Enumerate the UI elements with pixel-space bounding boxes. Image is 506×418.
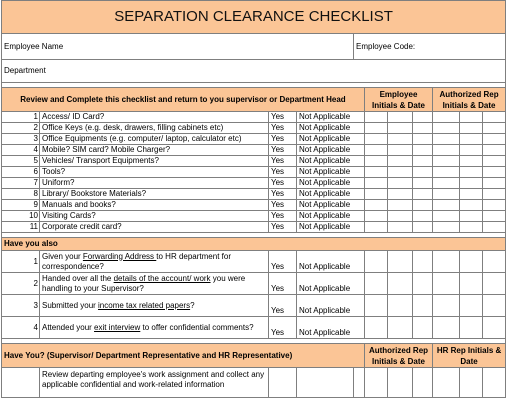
item-number: 9 bbox=[2, 200, 40, 211]
department-field[interactable]: Department bbox=[2, 60, 506, 83]
item-number: 7 bbox=[2, 178, 40, 189]
initials-cell[interactable] bbox=[413, 189, 433, 200]
item-text: Visiting Cards? bbox=[40, 211, 269, 222]
initials-cell[interactable] bbox=[413, 178, 433, 189]
item-text bbox=[40, 317, 269, 339]
yes-option[interactable]: Yes bbox=[269, 167, 297, 178]
not-applicable-option[interactable]: Not Applicable bbox=[297, 178, 365, 189]
initials-cell[interactable] bbox=[413, 112, 433, 123]
initials-cell[interactable] bbox=[413, 273, 433, 295]
initials-cell[interactable] bbox=[388, 112, 413, 123]
initials-cell[interactable] bbox=[413, 211, 433, 222]
initials-cell[interactable] bbox=[483, 156, 506, 167]
initials-cell[interactable] bbox=[460, 222, 483, 233]
item-text bbox=[40, 251, 269, 273]
yes-option[interactable]: Yes bbox=[269, 178, 297, 189]
initials-cell[interactable] bbox=[433, 251, 460, 273]
initials-cell[interactable] bbox=[483, 189, 506, 200]
not-applicable-option[interactable]: Not Applicable bbox=[297, 112, 365, 123]
initials-cell[interactable] bbox=[365, 295, 388, 317]
initials-cell[interactable] bbox=[365, 317, 388, 339]
initials-cell[interactable] bbox=[483, 134, 506, 145]
initials-cell[interactable] bbox=[483, 123, 506, 134]
initials-cell[interactable] bbox=[483, 251, 506, 273]
item-number: 3 bbox=[2, 134, 40, 145]
initials-cell[interactable] bbox=[413, 167, 433, 178]
initials-cell[interactable] bbox=[433, 167, 460, 178]
table-row bbox=[2, 178, 506, 189]
initials-cell[interactable] bbox=[433, 112, 460, 123]
initials-cell[interactable] bbox=[483, 273, 506, 295]
initials-cell[interactable] bbox=[460, 200, 483, 211]
table-row bbox=[2, 134, 506, 145]
initials-cell[interactable] bbox=[483, 211, 506, 222]
initials-cell[interactable] bbox=[365, 273, 388, 295]
section1-items bbox=[2, 112, 506, 233]
initials-cell[interactable] bbox=[483, 167, 506, 178]
initials-cell[interactable] bbox=[483, 368, 506, 398]
yes-option[interactable]: Yes bbox=[269, 317, 297, 339]
not-applicable-option[interactable]: Not Applicable bbox=[297, 222, 365, 233]
initials-cell[interactable] bbox=[460, 123, 483, 134]
not-applicable-option[interactable]: Not Applicable bbox=[297, 273, 365, 295]
item-text: Vehicles/ Transport Equipments? bbox=[40, 156, 269, 167]
item-text-underlined: details of the account/ work bbox=[113, 273, 211, 283]
item-text: Office Keys (e.g. desk, drawers, filling cabinets etc) bbox=[40, 123, 269, 134]
item-text: Corporate credit card? bbox=[40, 222, 269, 233]
table-row bbox=[2, 251, 506, 273]
initials-cell[interactable] bbox=[460, 251, 483, 273]
item-text-post: you were handling to your Supervisor? bbox=[42, 273, 246, 293]
initials-cell[interactable] bbox=[388, 178, 413, 189]
initials-cell[interactable] bbox=[460, 317, 483, 339]
not-applicable-option[interactable]: Not Applicable bbox=[297, 251, 365, 273]
initials-cell[interactable] bbox=[433, 273, 460, 295]
employee-initials-header: Employee Initials & Date bbox=[365, 88, 433, 112]
authorized-rep-header-2: Authorized Rep Initials & Date bbox=[365, 344, 433, 368]
initials-cell[interactable] bbox=[483, 178, 506, 189]
table-row bbox=[2, 200, 506, 211]
initials-cell[interactable] bbox=[388, 222, 413, 233]
initials-cell[interactable] bbox=[365, 200, 388, 211]
initials-cell[interactable] bbox=[388, 156, 413, 167]
clearance-checklist-table bbox=[1, 0, 506, 398]
initials-cell[interactable] bbox=[433, 134, 460, 145]
item-number: 2 bbox=[2, 273, 40, 295]
initials-cell[interactable] bbox=[365, 189, 388, 200]
initials-cell[interactable] bbox=[433, 368, 460, 398]
initials-cell[interactable] bbox=[388, 368, 413, 398]
initials-cell[interactable] bbox=[413, 123, 433, 134]
initials-cell[interactable] bbox=[413, 134, 433, 145]
initials-cell[interactable] bbox=[483, 145, 506, 156]
item-number: 6 bbox=[2, 167, 40, 178]
item-number: 2 bbox=[2, 123, 40, 134]
item-text-post: ? bbox=[190, 300, 195, 310]
yes-option[interactable]: Yes bbox=[269, 251, 297, 273]
yes-option[interactable]: Yes bbox=[269, 222, 297, 233]
initials-cell[interactable] bbox=[388, 295, 413, 317]
item-text: Access/ ID Card? bbox=[40, 112, 269, 123]
initials-cell[interactable] bbox=[460, 112, 483, 123]
initials-cell[interactable] bbox=[365, 251, 388, 273]
yes-option[interactable]: Yes bbox=[269, 123, 297, 134]
yes-option[interactable]: Yes bbox=[269, 211, 297, 222]
blank-cell bbox=[354, 368, 365, 398]
item-number: 4 bbox=[2, 145, 40, 156]
initials-cell[interactable] bbox=[460, 145, 483, 156]
item-number bbox=[2, 368, 40, 398]
initials-cell[interactable] bbox=[460, 178, 483, 189]
section2-heading: Have you also bbox=[2, 238, 506, 251]
initials-cell[interactable] bbox=[433, 295, 460, 317]
initials-cell[interactable] bbox=[460, 368, 483, 398]
item-text-post: to offer confidential comments? bbox=[140, 322, 254, 332]
initials-cell[interactable] bbox=[365, 134, 388, 145]
table-row bbox=[2, 112, 506, 123]
item-text-pre: Attended your bbox=[42, 322, 95, 332]
yes-cell[interactable] bbox=[269, 368, 297, 398]
initials-cell[interactable] bbox=[460, 156, 483, 167]
employee-code-field[interactable]: Employee Code: bbox=[354, 34, 506, 60]
item-number: 10 bbox=[2, 211, 40, 222]
not-applicable-option[interactable]: Not Applicable bbox=[297, 189, 365, 200]
item-text: Mobile? SIM card? Mobile Charger? bbox=[40, 145, 269, 156]
table-row bbox=[2, 145, 506, 156]
employee-name-field[interactable]: Employee Name bbox=[2, 34, 354, 60]
initials-cell[interactable] bbox=[365, 222, 388, 233]
initials-cell[interactable] bbox=[413, 222, 433, 233]
initials-cell[interactable] bbox=[413, 251, 433, 273]
item-number: 8 bbox=[2, 189, 40, 200]
table-row bbox=[2, 189, 506, 200]
table-row bbox=[2, 156, 506, 167]
table-row bbox=[2, 273, 506, 295]
yes-option[interactable]: Yes bbox=[269, 200, 297, 211]
initials-cell[interactable] bbox=[388, 134, 413, 145]
initials-cell[interactable] bbox=[413, 145, 433, 156]
not-applicable-option[interactable]: Not Applicable bbox=[297, 211, 365, 222]
section2-items bbox=[2, 251, 506, 339]
initials-cell[interactable] bbox=[413, 156, 433, 167]
item-text bbox=[40, 295, 269, 317]
not-applicable-option[interactable]: Not Applicable bbox=[297, 145, 365, 156]
item-number: 5 bbox=[2, 156, 40, 167]
initials-cell[interactable] bbox=[365, 123, 388, 134]
initials-cell[interactable] bbox=[388, 211, 413, 222]
item-number: 1 bbox=[2, 251, 40, 273]
not-applicable-option[interactable]: Not Applicable bbox=[297, 317, 365, 339]
item-text-pre: Submitted your bbox=[42, 300, 99, 310]
initials-cell[interactable] bbox=[433, 317, 460, 339]
authorized-rep-header: Authorized Rep Initials & Date bbox=[433, 88, 506, 112]
not-applicable-option[interactable]: Not Applicable bbox=[297, 295, 365, 317]
initials-cell[interactable] bbox=[433, 200, 460, 211]
initials-cell[interactable] bbox=[460, 211, 483, 222]
initials-cell[interactable] bbox=[413, 368, 433, 398]
initials-cell[interactable] bbox=[433, 222, 460, 233]
item-text-underlined: income tax related papers bbox=[98, 300, 191, 310]
yes-option[interactable]: Yes bbox=[269, 189, 297, 200]
initials-cell[interactable] bbox=[433, 156, 460, 167]
initials-cell[interactable] bbox=[388, 167, 413, 178]
initials-cell[interactable] bbox=[483, 112, 506, 123]
document-title: SEPARATION CLEARANCE CHECKLIST bbox=[2, 1, 506, 34]
initials-cell[interactable] bbox=[365, 145, 388, 156]
initials-cell[interactable] bbox=[483, 200, 506, 211]
initials-cell[interactable] bbox=[365, 156, 388, 167]
initials-cell[interactable] bbox=[388, 317, 413, 339]
initials-cell[interactable] bbox=[388, 273, 413, 295]
initials-cell[interactable] bbox=[433, 211, 460, 222]
initials-cell[interactable] bbox=[365, 167, 388, 178]
table-row bbox=[2, 167, 506, 178]
initials-cell[interactable] bbox=[460, 189, 483, 200]
not-applicable-option[interactable]: Not Applicable bbox=[297, 200, 365, 211]
yes-option[interactable]: Yes bbox=[269, 295, 297, 317]
initials-cell[interactable] bbox=[433, 178, 460, 189]
initials-cell[interactable] bbox=[413, 295, 433, 317]
initials-cell[interactable] bbox=[460, 295, 483, 317]
initials-cell[interactable] bbox=[388, 123, 413, 134]
yes-option[interactable]: Yes bbox=[269, 145, 297, 156]
not-applicable-option[interactable]: Not Applicable bbox=[297, 167, 365, 178]
initials-cell[interactable] bbox=[388, 200, 413, 211]
item-text-post: to HR department for correspondence? bbox=[42, 251, 231, 271]
initials-cell[interactable] bbox=[433, 189, 460, 200]
item-number: 4 bbox=[2, 317, 40, 339]
table-row bbox=[2, 222, 506, 233]
initials-cell[interactable] bbox=[365, 112, 388, 123]
not-applicable-option[interactable]: Not Applicable bbox=[297, 156, 365, 167]
initials-cell[interactable] bbox=[388, 145, 413, 156]
initials-cell[interactable] bbox=[388, 189, 413, 200]
yes-option[interactable]: Yes bbox=[269, 112, 297, 123]
section1-heading: Review and Complete this checklist and return to you supervisor or Department Head bbox=[2, 88, 365, 112]
initials-cell[interactable] bbox=[365, 211, 388, 222]
item-text bbox=[40, 273, 269, 295]
yes-option[interactable]: Yes bbox=[269, 273, 297, 295]
item-text-pre: Given your bbox=[42, 251, 83, 261]
not-applicable-option[interactable]: Not Applicable bbox=[297, 134, 365, 145]
initials-cell[interactable] bbox=[365, 368, 388, 398]
table-row bbox=[2, 211, 506, 222]
initials-cell[interactable] bbox=[388, 251, 413, 273]
section3-heading: Have You? (Supervisor/ Department Representative and HR Representative) bbox=[2, 344, 365, 368]
item-number: 11 bbox=[2, 222, 40, 233]
item-text: Tools? bbox=[40, 167, 269, 178]
not-applicable-option[interactable]: Not Applicable bbox=[297, 123, 365, 134]
item-number: 1 bbox=[2, 112, 40, 123]
item-number: 3 bbox=[2, 295, 40, 317]
initials-cell[interactable] bbox=[483, 295, 506, 317]
item-text-underlined: exit interview bbox=[94, 322, 141, 332]
table-row bbox=[2, 295, 506, 317]
initials-cell[interactable] bbox=[433, 123, 460, 134]
item-text: Library/ Bookstore Materials? bbox=[40, 189, 269, 200]
table-row bbox=[2, 317, 506, 339]
item-text: Uniform? bbox=[40, 178, 269, 189]
initials-cell[interactable] bbox=[483, 222, 506, 233]
initials-cell[interactable] bbox=[483, 317, 506, 339]
initials-cell[interactable] bbox=[413, 317, 433, 339]
table-row bbox=[2, 368, 506, 398]
initials-cell[interactable] bbox=[460, 167, 483, 178]
initials-cell[interactable] bbox=[460, 273, 483, 295]
item-text: Manuals and books? bbox=[40, 200, 269, 211]
item-text-pre: Handed over all the bbox=[42, 273, 114, 283]
item-text: Review departing employee's work assignment and collect any applicable confidential and work-related information bbox=[40, 368, 269, 398]
item-text-underlined: Forwarding Address bbox=[82, 251, 157, 261]
table-row bbox=[2, 123, 506, 134]
initials-cell[interactable] bbox=[365, 178, 388, 189]
hr-rep-header: HR Rep Initials & Date bbox=[433, 344, 506, 368]
initials-cell[interactable] bbox=[460, 134, 483, 145]
item-text: Office Equipments (e.g. computer/ laptop, calculator etc) bbox=[40, 134, 269, 145]
yes-option[interactable]: Yes bbox=[269, 134, 297, 145]
initials-cell[interactable] bbox=[413, 200, 433, 211]
initials-cell[interactable] bbox=[433, 145, 460, 156]
na-cell[interactable] bbox=[297, 368, 354, 398]
yes-option[interactable]: Yes bbox=[269, 156, 297, 167]
